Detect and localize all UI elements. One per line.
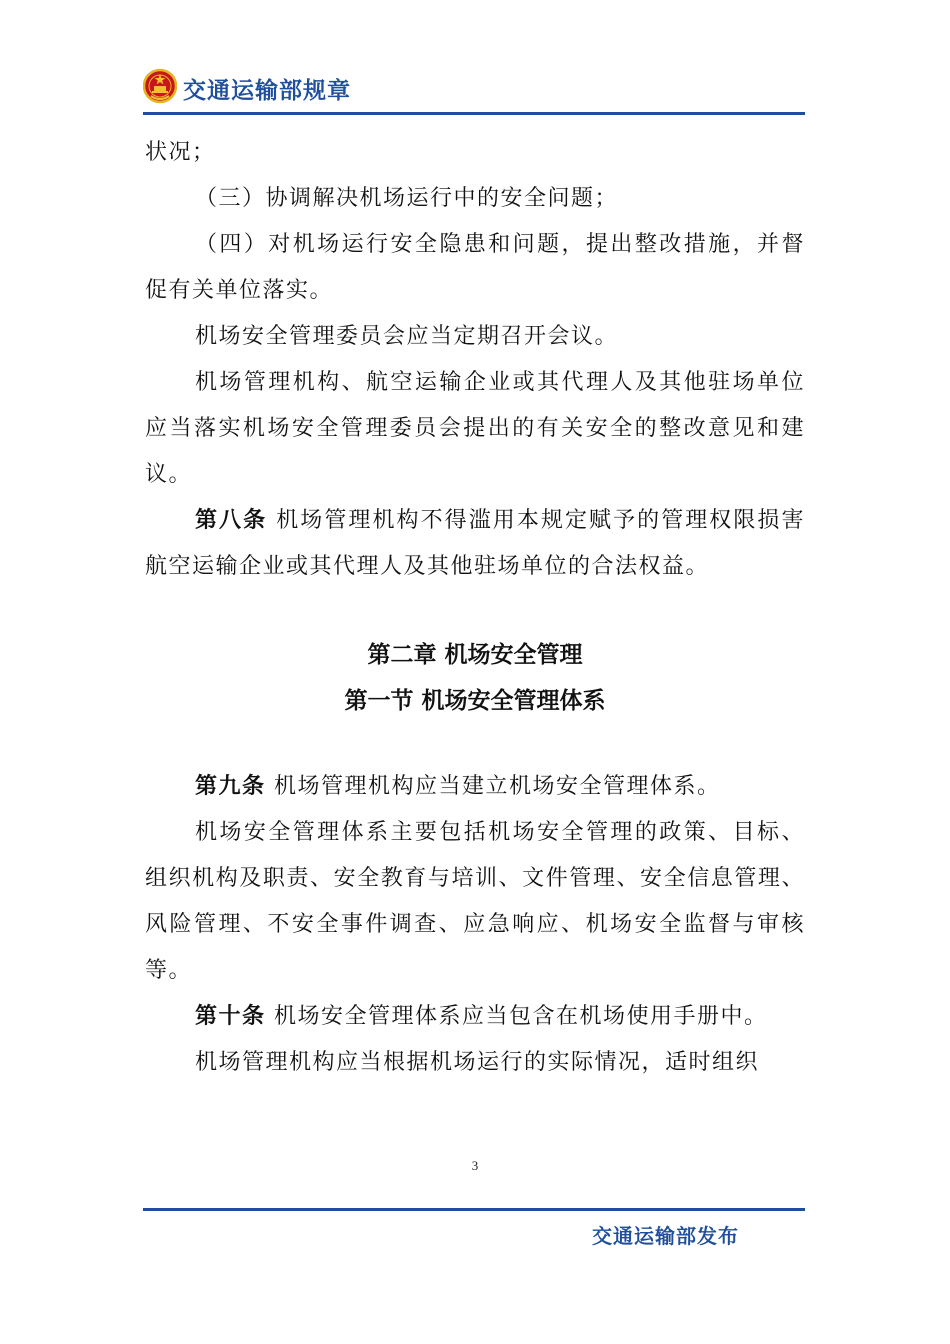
paragraph: （三）协调解决机场运行中的安全问题；	[195, 186, 619, 211]
page-header	[143, 66, 805, 116]
footer-publisher: 交通运输部发布	[592, 1224, 739, 1248]
article-text: 机场安全管理体系应当包含在机场使用手册中。	[274, 1004, 768, 1029]
national-emblem-icon	[143, 68, 177, 104]
paragraph: 机场安全管理体系主要包括机场安全管理的政策、目标、组织机构及职责、安全教育与培训、文件管理、安全信息管理、风险管理、不安全事件调查、应急响应、机场安全监督与审核等。	[145, 820, 805, 983]
section-title: 第一节 机场安全管理体系	[344, 688, 606, 714]
page-number: 3	[471, 1158, 479, 1173]
paragraph: （四）对机场运行安全隐患和问题，提出整改措施，并督促有关单位落实。	[145, 232, 805, 303]
article-label: 第八条	[195, 508, 268, 533]
article-label: 第九条	[195, 774, 266, 799]
document-body	[145, 130, 805, 1086]
header-divider	[143, 112, 805, 115]
chapter-title: 第二章 机场安全管理	[367, 642, 583, 668]
paragraph: 状况；	[145, 140, 216, 165]
paragraph: 机场管理机构、航空运输企业或其代理人及其他驻场单位应当落实机场安全管理委员会提出的有关安全的整改意见和建议。	[145, 370, 805, 487]
article-10	[145, 994, 805, 1040]
header-title: 交通运输部规章	[183, 78, 351, 104]
article-8	[145, 498, 805, 590]
article-text: 机场管理机构应当建立机场安全管理体系。	[274, 774, 721, 799]
paragraph: 机场管理机构应当根据机场运行的实际情况，适时组织	[195, 1050, 760, 1075]
paragraph: 机场安全管理委员会应当定期召开会议。	[195, 324, 619, 349]
article-label: 第十条	[195, 1004, 266, 1029]
article-text: 机场管理机构不得滥用本规定赋予的管理权限损害航空运输企业或其代理人及其他驻场单位的合法权益。	[145, 508, 805, 579]
article-9	[145, 764, 805, 810]
footer-divider	[143, 1208, 805, 1211]
